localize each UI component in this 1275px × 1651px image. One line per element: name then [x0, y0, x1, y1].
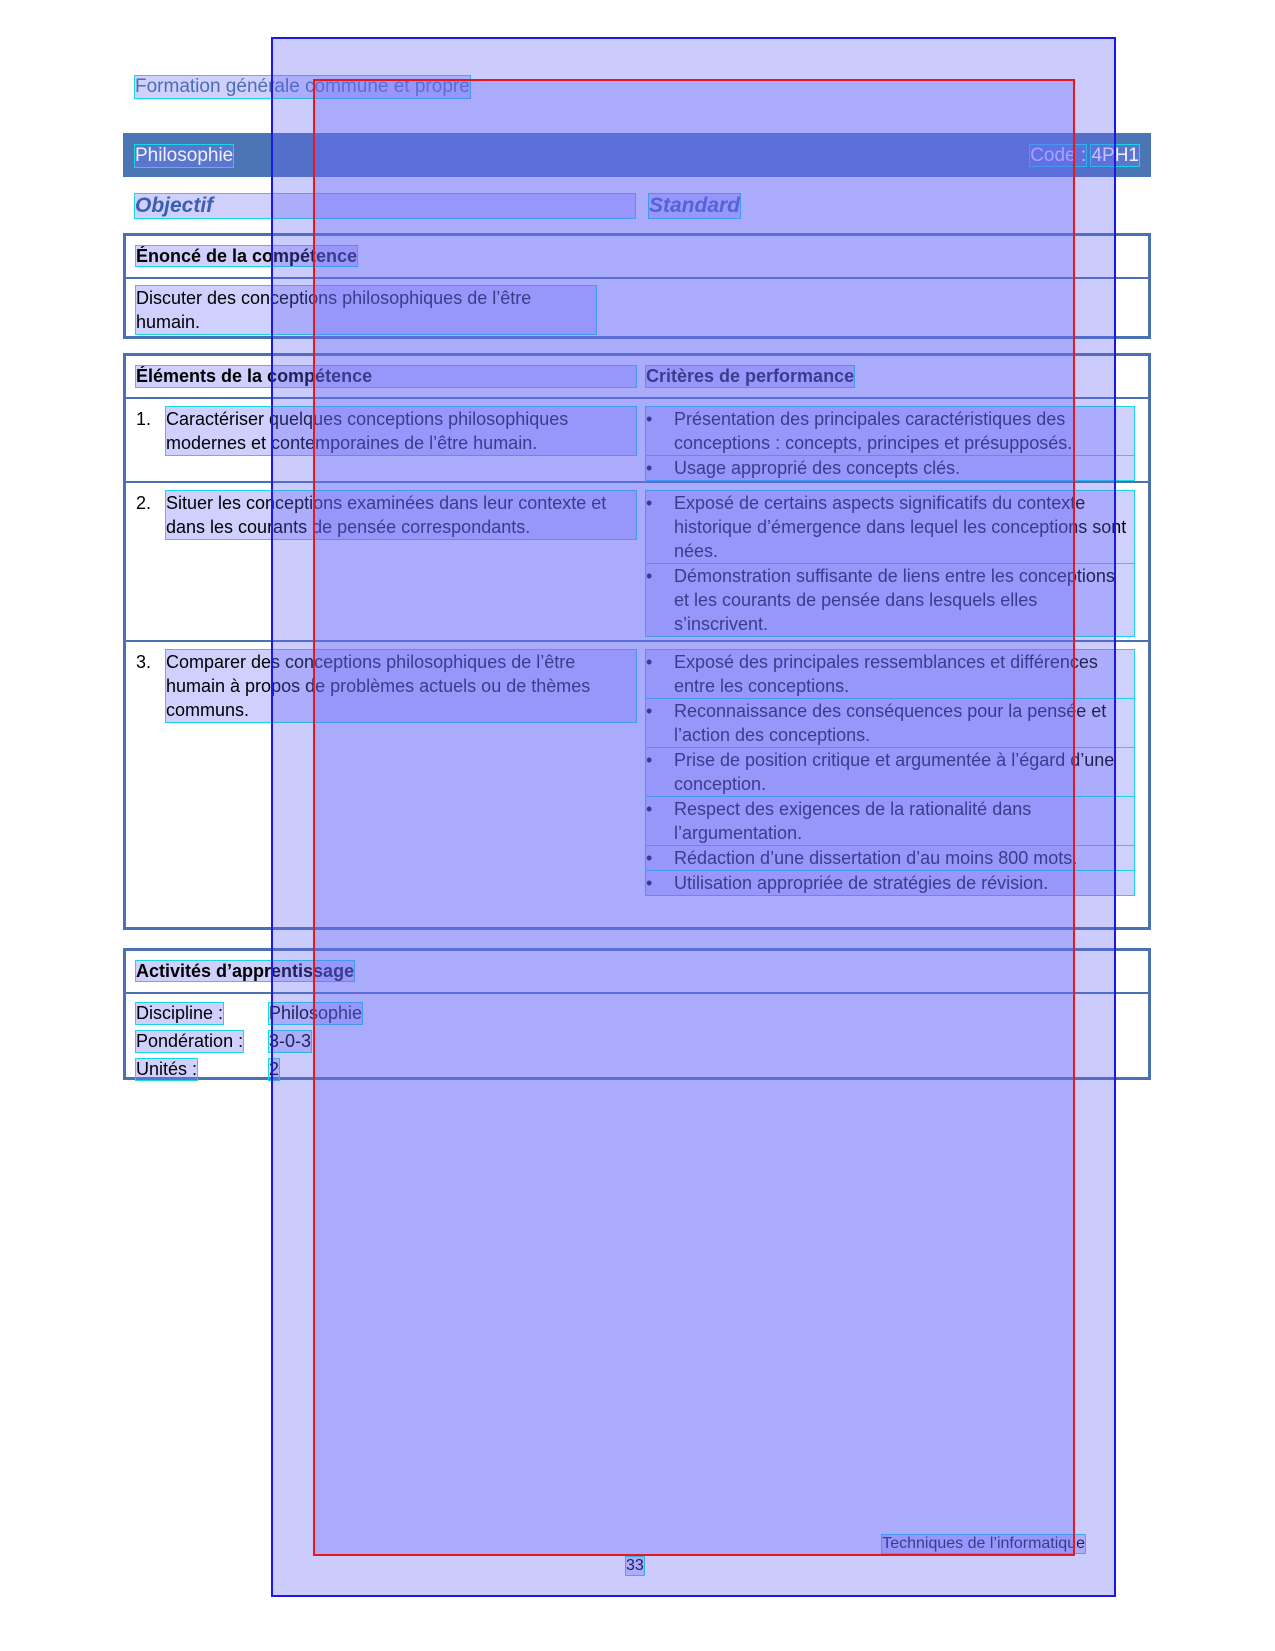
page-number: 33 [626, 1557, 644, 1574]
criterion-item: • Reconnaissance des conséquences pour la pensée et l’action des conceptions. [646, 699, 1134, 747]
criterion-item: • Utilisation appropriée de stratégies de révision. [646, 871, 1134, 895]
bullet-icon: • [646, 409, 653, 429]
competence-statement: Discuter des conceptions philosophiques de l’être humain. [136, 286, 596, 334]
criterion-item: • Rédaction d’une dissertation d’au moins 800 mots. [646, 846, 1134, 870]
program-footer: Techniques de l’informatique [882, 1535, 1085, 1552]
bullet-icon: • [646, 750, 653, 770]
bullet-icon: • [646, 873, 653, 893]
unites-value: 2 [269, 1059, 280, 1079]
bullet-icon: • [646, 701, 653, 721]
element-number: 2. [136, 493, 152, 513]
criterion-item: • Respect des exigences de la rationalité dans l’argumentation. [646, 797, 1134, 845]
criterion-item: • Présentation des principales caractéristiques des conceptions : concepts, principes et présupposés. [646, 407, 1134, 455]
code-label: Code : [1030, 145, 1087, 166]
objective-heading: Objectif [135, 194, 635, 218]
subject-name: Philosophie [135, 145, 234, 166]
red-overlay-box [313, 79, 1075, 1556]
discipline-label: Discipline : [136, 1003, 224, 1023]
code-value: 4PH1 [1091, 145, 1139, 166]
bullet-icon: • [646, 848, 653, 868]
ponderation-value: 3-0-3 [269, 1031, 312, 1051]
bullet-icon: • [646, 799, 653, 819]
bullet-icon: • [646, 458, 653, 478]
element-number: 1. [136, 409, 152, 429]
ponderation-label: Pondération : [136, 1031, 244, 1051]
criterion-item: • Exposé des principales ressemblances et différences entre les conceptions. [646, 650, 1134, 698]
element-text: Situer les conceptions examinées dans leur contexte et dans les courants de pensée correspondants. [166, 491, 636, 539]
unites-label: Unités : [136, 1059, 198, 1079]
discipline-value: Philosophie [269, 1003, 363, 1023]
bullet-icon: • [646, 652, 653, 672]
competence-heading-text: Énoncé de la compétence [136, 246, 358, 266]
criterion-item: • Prise de position critique et argumentée à l’égard d’une conception. [646, 748, 1134, 796]
section-title: Formation générale commune et propre [135, 76, 470, 97]
bullet-icon: • [646, 493, 653, 513]
criterion-item: • Usage approprié des concepts clés. [646, 456, 1134, 480]
criterion-item: • Démonstration suffisante de liens entre les conceptions et les courants de pensée dans lesquels elles s’inscrivent. [646, 564, 1134, 636]
elements-heading: Éléments de la compétence [136, 366, 636, 387]
element-text: Caractériser quelques conceptions philosophiques modernes et contemporaines de l’être humain. [166, 407, 636, 455]
activities-heading-text: Activités d’apprentissage [136, 961, 355, 981]
element-text: Comparer des conceptions philosophiques de l’être humain à propos de problèmes actuels ou de thèmes communs. [166, 650, 636, 722]
element-number: 3. [136, 652, 152, 672]
standard-heading: Standard [649, 194, 741, 217]
bullet-icon: • [646, 566, 653, 586]
criterion-item: • Exposé de certains aspects significatifs du contexte historique d’émergence dans lequel les conceptions sont nées. [646, 491, 1134, 563]
criteria-heading: Critères de performance [646, 366, 855, 386]
